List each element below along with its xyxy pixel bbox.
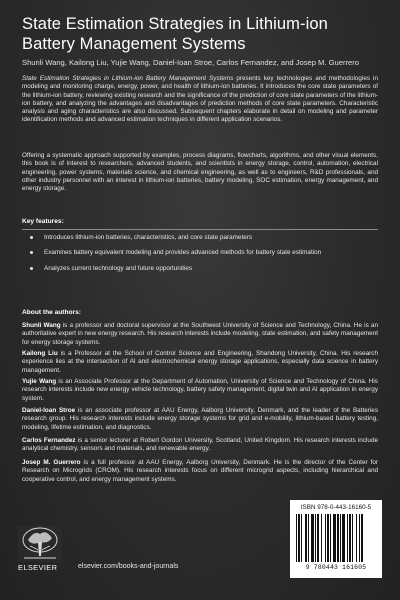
barcode-bar	[340, 514, 341, 562]
publisher-website[interactable]: elsevier.com/books-and-journals	[78, 563, 179, 570]
barcode-bar	[327, 514, 329, 562]
divider	[22, 229, 378, 230]
barcode-bar	[311, 514, 314, 562]
barcode-bar	[317, 514, 319, 562]
key-feature-text: Analyzes current technology and future opportunities	[44, 264, 193, 272]
author-bio	[22, 322, 378, 347]
author-name: Yujie Wang	[22, 378, 57, 385]
author-bio-text: is a professor and doctoral supervisor at the Southwest University of Science and Technology, China. He is an authoritative expert in new energy research. His research interests include modeling, state estimation, and safety management for energy storage systems.	[22, 322, 378, 346]
author-list: Shunli Wang, Kailong Liu, Yujie Wang, Daniel-Ioan Stroe, Carlos Fernandez, and Josep M. Guerrero	[22, 58, 359, 67]
author-bio-text: is a senior lecturer at Robert Gordon University, Scotland, United Kingdom. His research interests include analytical chemistry, sensors and materials, and renewable energy.	[22, 437, 378, 453]
key-features-list	[30, 234, 360, 273]
description-paragraph-1	[22, 75, 378, 125]
barcode-bar	[356, 514, 357, 562]
barcode-bar	[296, 514, 297, 562]
author-name: Shunli Wang	[22, 322, 61, 329]
list-item	[30, 249, 360, 257]
barcode-bar	[321, 514, 322, 562]
barcode-bar	[308, 514, 309, 562]
bullet-icon	[30, 236, 33, 239]
author-bio-text: is an Associate Professor at the Department of Automation, University of Science and Technology of China. His research interests include new energy vehicle technology, battery safety management, digital twin and AI application in energy system.	[22, 378, 378, 402]
key-feature-text: Introduces lithium-ion batteries, characteristics, and core state parameters	[44, 234, 253, 241]
barcode-bar	[301, 514, 302, 562]
list-item	[30, 265, 360, 273]
book-title: State Estimation Strategies in Lithium-ion Battery Management Systems	[22, 15, 328, 53]
barcode-bar	[315, 514, 316, 562]
barcode-bar	[298, 514, 300, 562]
isbn-label: ISBN 978-0-443-16160-5	[300, 504, 372, 511]
author-bio-text: is a full professor at AAU Energy, Aalborg University, Denmark. He is the director of the Center for Research on Microgrids (CROM). His research interests focus on different microgrid aspects, including hierarchical and cooperative control, and energy management systems.	[22, 459, 378, 483]
barcode-digits: 9 780443 161605	[305, 564, 367, 571]
barcode-bar	[349, 514, 351, 562]
list-item	[30, 234, 360, 242]
key-features-heading: Key features:	[22, 218, 64, 225]
publisher-name: ELSEVIER	[18, 563, 58, 572]
barcode-bar	[352, 514, 353, 562]
barcode-bar	[361, 514, 363, 562]
author-name: Josep M. Guerrero	[22, 459, 81, 466]
description-book-title: State Estimation Strategies in Lithium-ion Battery Management Systems	[22, 75, 234, 82]
barcode-bar	[325, 514, 326, 562]
barcode-bar	[330, 514, 331, 562]
author-bio	[22, 378, 378, 403]
author-bio-text: is an associate professor at AAU Energy, Aalborg University, Denmark, and the leader of the Batteries research group. His research interests include energy storage systems for grid and e-mobility, lithium-based battery testing, modeling, lifetime estimation, and diagnostics.	[22, 407, 378, 431]
barcode-bar	[305, 514, 307, 562]
barcode-bar	[359, 514, 360, 562]
description-paragraph-2: Offering a systematic approach supported by examples, process diagrams, flowcharts, algorithms, and other visual elements, this book is of interest to researchers, advanced students, and scientists in energy storage, control, automation, electrical engineering, power systems, materials science, and chemical engineering, as well as to engineers, R&D professionals, and other industry personnel with an interest in lithium-ion batteries, battery modeling, SOC estimation, energy management, and energy storage.	[22, 152, 378, 192]
isbn-barcode	[290, 500, 382, 578]
author-name: Daniel-Ioan Stroe	[22, 407, 76, 414]
bullet-icon	[30, 267, 33, 270]
author-bio	[22, 459, 378, 484]
elsevier-tree-logo-icon	[18, 526, 62, 562]
author-bio	[22, 407, 378, 432]
about-authors-heading: About the authors:	[22, 309, 81, 316]
author-bio	[22, 350, 378, 375]
description-text: presents key technologies and methodologies in modeling and monitoring charge, energy, power, and health of lithium-ion batteries. It introduces the core state parameters of the lithium-ion battery, reviewing existing research and the significance of the prediction of core state parameters of the lithium-ion battery, and analyzing the advantages and disadvantages of prediction methods of core state parameters. Characteristic analysis and aging characteristics are also discussed. Subsequent chapters elaborate in detail on modeling and parameter identification methods and advanced estimation techniques in different application scenarios.	[22, 75, 378, 124]
key-feature-text: Examines battery equivalent modeling and provides advanced methods for battery state estimation	[44, 249, 322, 257]
author-bio	[22, 437, 378, 454]
author-bio-text: is a Professor at the School of Control Science and Engineering, Shandong University, China. His research experience lies at the intersection of AI and electrochemical energy storage applications, especially data science in battery management.	[22, 350, 378, 374]
barcode-bar	[347, 514, 348, 562]
barcode-bar	[342, 514, 345, 562]
barcode-bar	[337, 514, 339, 562]
barcode-graphic	[296, 514, 376, 562]
bullet-icon	[30, 251, 33, 254]
barcode-bar	[333, 514, 336, 562]
author-name: Carlos Fernandez	[22, 437, 76, 444]
author-name: Kailong Liu	[22, 350, 58, 357]
